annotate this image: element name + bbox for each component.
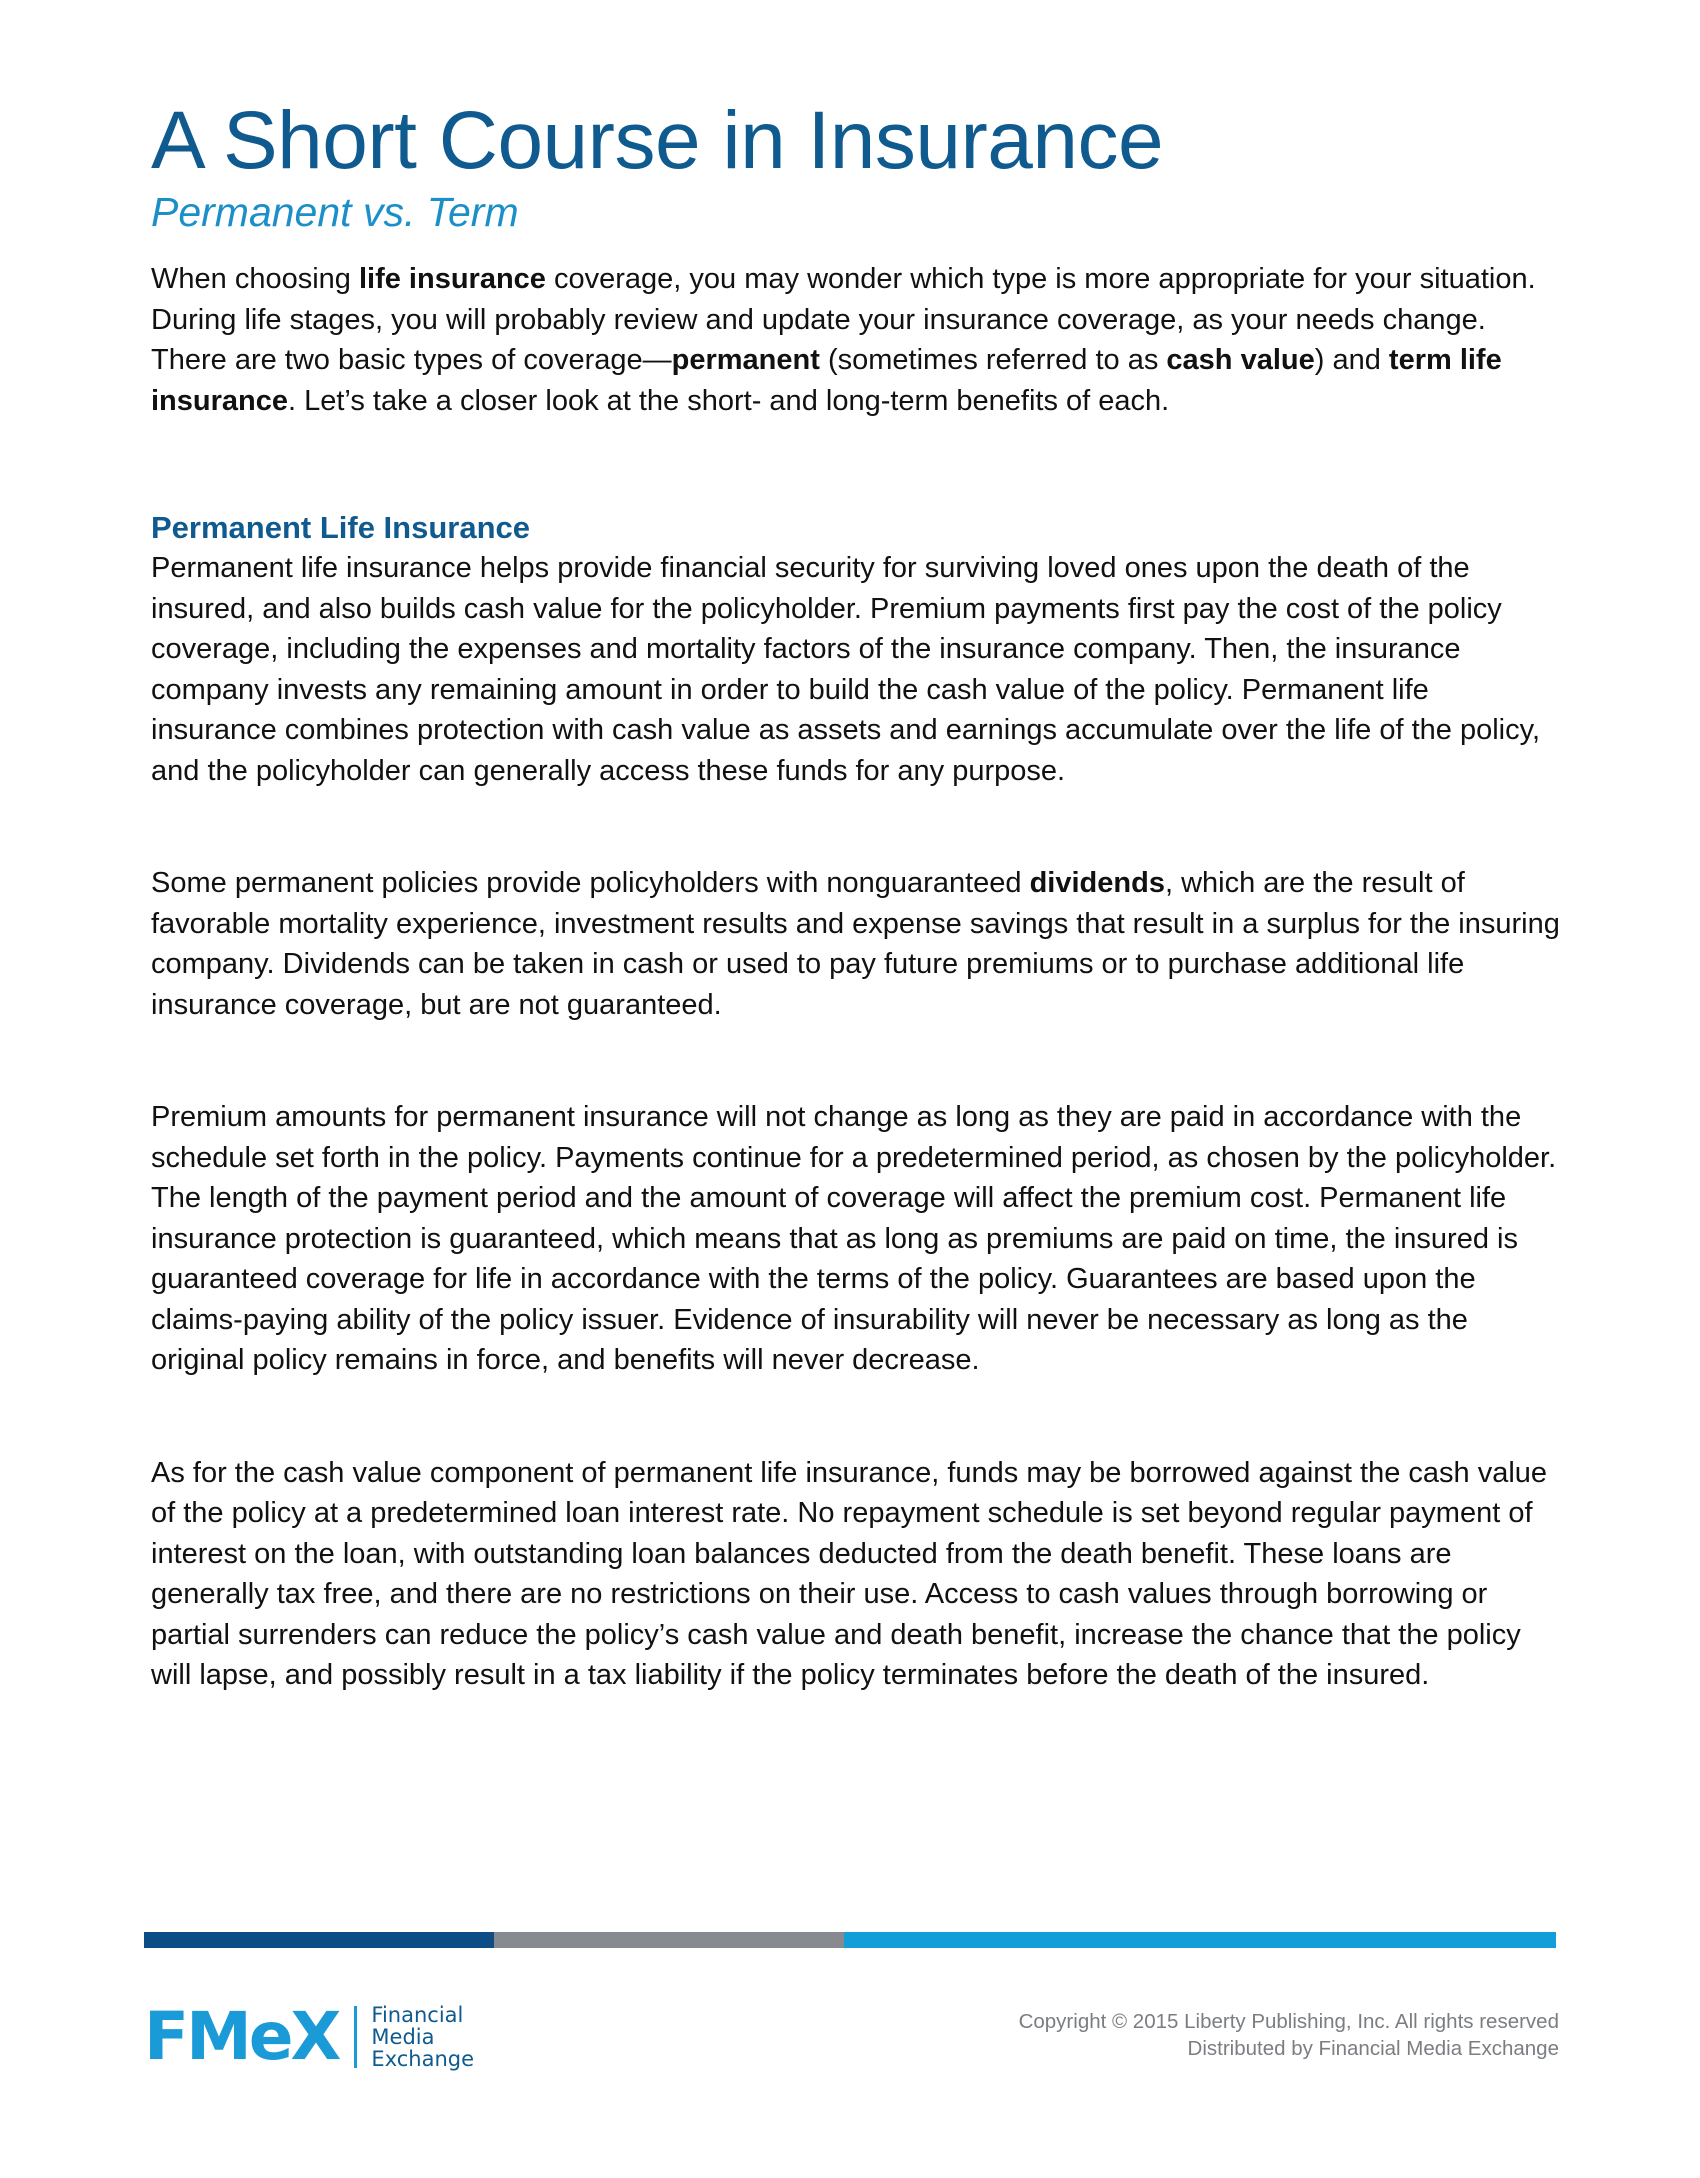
permanent-paragraph-3: Premium amounts for permanent insurance will not change as long as they are paid in accordance with the schedule set forth in the policy. Payments continue for a predetermined period, as chosen by the policyholder. The length of the payment period and the amount of coverage will affect the premium cost. Permanent life insurance protection is guaranteed, which means that as long as premiums are paid on time, the insured is guaranteed coverage for life in accordance with the terms of the policy. Guarantees are based upon the claims-paying ability of the policy issuer. Evidence of insurability will never be necessary as long as the original policy remains in force, and benefits will never decrease. (151, 1101, 1557, 1377)
footer-bar-gray-segment (494, 1932, 844, 1948)
intro-bold-life-insurance: life insurance (358, 263, 546, 296)
copyright-text: Copyright © 2015 Liberty Publishing, Inc. All rights reserved (1018, 2010, 1559, 2033)
footer-color-bar (144, 1932, 1556, 1948)
intro-bold-cash-value: cash value (1166, 344, 1315, 377)
logo-divider (354, 2006, 357, 2068)
logo-line-exchange: Exchange (371, 2047, 475, 2071)
logo-wordmark (371, 2004, 474, 2070)
page-title: A Short Course in Insurance (151, 95, 1164, 186)
page-content (151, 95, 1561, 1696)
intro-text: When choosing (151, 263, 359, 296)
section-heading: Permanent Life Insurance (151, 510, 531, 546)
intro-text: . Let’s take a closer look at the short- and long-term benefits of each. (288, 384, 1170, 417)
copyright-block (1019, 2008, 1559, 2062)
footer-bar-light-segment (844, 1932, 1556, 1948)
bold-dividends: dividends (1029, 867, 1165, 900)
permanent-paragraph-1: Permanent life insurance helps provide financial security for surviving loved ones upon the death of the insured, and also builds cash value for the policyholder. Premium payments first pay the cost of the policy coverage, including the expenses and mortality factors of the insurance company. Then, the insurance company invests any remaining amount in order to build the cash value of the policy. Permanent life insurance combines protection with cash value as assets and earnings accumulate over the life of the policy, and the policyholder can generally access these funds for any purpose. (151, 552, 1540, 787)
logo-line-financial: Financial (371, 2003, 464, 2027)
permanent-paragraph-4: As for the cash value component of permanent life insurance, funds may be borrowed against the cash value of the policy at a predetermined loan interest rate. No repayment schedule is set beyond regular payment of interest on the loan, with outstanding loan balances deducted from the death benefit. These loans are generally tax free, and there are no restrictions on their use. Access to cash values through borrowing or partial surrenders can reduce the policy’s cash value and death benefit, increase the chance that the policy will lapse, and possibly result in a tax liability if the policy terminates before the death of the insured. (151, 1456, 1548, 1692)
distributed-by-text: Distributed by Financial Media Exchange (1187, 2037, 1559, 2060)
logo-mark: FMeX (144, 1998, 339, 2075)
logo-line-media: Media (371, 2025, 435, 2049)
page-subtitle: Permanent vs. Term (151, 189, 519, 235)
intro-text: coverage, you may wonder which type is more appropriate for your situation. During life stages, you will probably review and update your insurance coverage, as your needs change. There are two basic types of coverage— (151, 263, 1536, 377)
permanent-paragraph-2 (151, 863, 1561, 1025)
intro-text: (sometimes referred to as (819, 344, 1167, 377)
paragraph-text: Some permanent policies provide policyholders with nonguaranteed (151, 867, 1030, 900)
intro-bold-permanent: permanent (671, 344, 820, 377)
intro-paragraph (151, 259, 1561, 421)
paragraph-text: , which are the result of favorable mortality experience, investment results and expense savings that result in a surplus for the insuring company. Dividends can be taken in cash or used to pay future premiums or to purchase additional life insurance coverage, but are not guaranteed. (151, 867, 1560, 1021)
intro-bold-term-life: term life insurance (151, 344, 1502, 417)
fmex-logo (144, 1998, 475, 2075)
intro-text: ) and (1314, 344, 1389, 377)
footer-bar-dark-segment (144, 1932, 494, 1948)
